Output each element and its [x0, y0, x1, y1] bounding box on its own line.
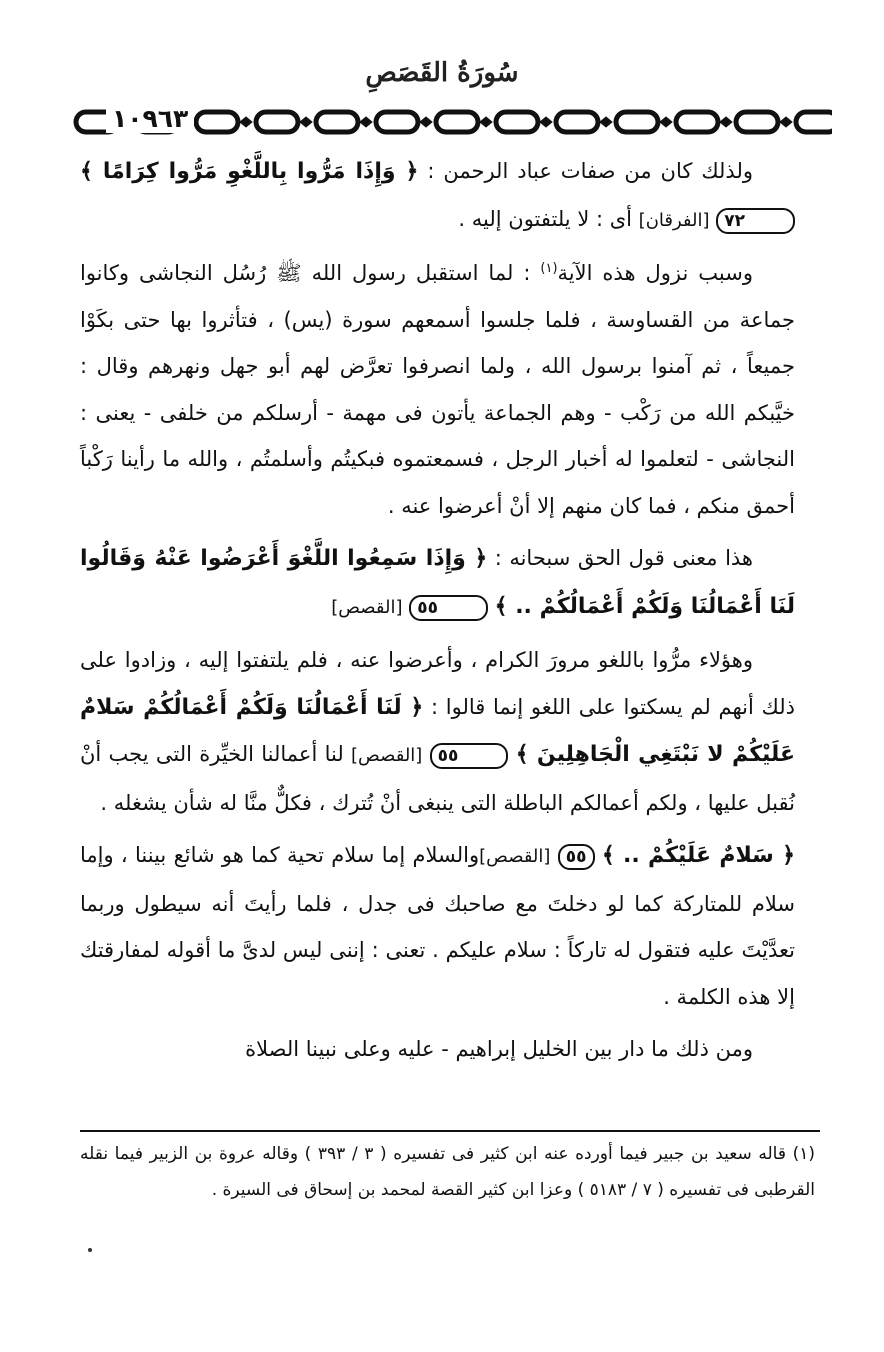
p2-start: وسبب نزول هذه الآية — [557, 261, 753, 285]
speck — [88, 1248, 92, 1252]
chain-diamond — [480, 117, 492, 127]
paragraph-4 — [80, 637, 795, 826]
chain-link — [676, 112, 718, 132]
footnote: (١) قاله سعيد بن جبير فيما أورده عنه ابن كثير فى تفسيره ( ٣ / ٣٩٣ ) وقاله عروة بن الزبير فيما نقله القرطبى فى تفسيره ( ٧ / ٥١٨٣ ) وعزا ابن كثير القصة لمحمد بن إسحاق فى السيرة . — [80, 1144, 815, 1200]
p5-body: والسلام إما سلام تحية كما هو شائع بيننا ، وإما سلام للمتاركة كما لو دخلتَ مع صاحبك فى جدل ، فلما رأيتَ أنه سيطول وربما تعدَّيْتَ عليه فتقول له تاركاً : سلام عليكم . تعنى : إننى ليس لدىَّ ما أقوله لمفارقتك إلا هذه الكلمة . — [80, 843, 795, 1009]
footnote-separator — [80, 1130, 820, 1132]
chain-diamond — [360, 117, 372, 127]
paragraph-6 — [80, 1026, 795, 1073]
p4-start: وهؤلاء مرُّوا باللغو مرورَ الكرام ، وأعرضوا عنه ، فلم يلتفتوا إليه ، وزادوا على ذلك أنهم لم يسكتوا على اللغو إنما قالوا : — [80, 648, 795, 719]
chain-diamond — [540, 117, 552, 127]
verse-reference: [القصص] — [331, 596, 403, 618]
main-text — [80, 148, 795, 1079]
chain-link — [556, 112, 598, 132]
chain-diamond — [720, 117, 732, 127]
p1-intro: ولذلك كان من صفات عباد الرحمن : — [418, 159, 753, 183]
p3-intro: هذا معنى قول الحق سبحانه : — [487, 546, 753, 570]
chain-link — [796, 112, 832, 132]
p6-text: ومن ذلك ما دار بين الخليل إبراهيم - عليه وعلى نبينا الصلاة — [245, 1037, 753, 1061]
chain-link — [436, 112, 478, 132]
chain-link — [736, 112, 778, 132]
chain-diamond — [780, 117, 792, 127]
verse-number: ٥٥ — [430, 743, 509, 769]
paragraph-3 — [80, 535, 795, 631]
p4-verse: ﴿ لَنَا أَعْمَالُنَا وَلَكُمْ أَعْمَالُكُمْ سَلامٌ عَلَيْكُمْ لا نَبْتَغِي الْجَاهِلِينَ ﴾ — [80, 694, 795, 767]
surah-title: سُورَةُ القَصَصِ — [365, 58, 519, 88]
verse-number: ٥٥ — [558, 844, 595, 870]
chain-diamond — [660, 117, 672, 127]
paragraph-5 — [80, 832, 795, 1020]
chain-diamond — [300, 117, 312, 127]
paragraph-2 — [80, 250, 795, 529]
chain-link — [196, 112, 238, 132]
paragraph-1 — [80, 148, 795, 244]
p1-tail: أى : لا يلتفتون إليه . — [458, 206, 639, 231]
chain-diamond — [240, 117, 252, 127]
verse-number: ٧٢ — [716, 208, 795, 234]
chain-link — [316, 112, 358, 132]
chain-link — [616, 112, 658, 132]
page-number: ١٠٩٦٣ — [106, 104, 194, 133]
p3-verse: ﴿ وَإِذَا سَمِعُوا اللَّغْوَ أَعْرَضُوا عَنْهُ وَقَالُوا لَنَا أَعْمَالُنَا وَلَكُمْ أَعْمَالُكُمْ .. ﴾ — [80, 546, 795, 619]
p1-verse: ﴿ وَإِذَا مَرُّوا بِاللَّغْوِ مَرُّوا كِرَامًا ﴾ — [80, 159, 419, 184]
p2-body: : لما استقبل رسول الله ﷺ رُسُل النجاشى وكانوا جماعة من القساوسة ، فلما جلسوا أسمعهم سورة (يس) ، فتأثروا بها حتى بكَوْا جميعاً ، ثم آمنوا برسول الله ، ولما انصرفوا تعرَّض لهم أبو جهل ونهرهم وقال : خيَّبكم الله من رَكْب - وهم الجماعة يأتون فى مهمة - أرسلكم من خلفى - يعنى : النجاشى - لتعلموا له أخبار الرجل ، فسمعتموه فبكيتُم وأسلمتُم ، والله ما رأينا رَكْباً أحمق منكم ، فما كان منهم إلا أنْ أعرضوا عنه . — [80, 261, 795, 518]
chain-diamond — [420, 117, 432, 127]
p4-body: لنا أعمالنا الخيِّرة التى يجب أنْ نُقبل عليها ، ولكم أعمالكم الباطلة التى ينبغى أنْ تُترك ، فكلٌّ منَّا له شأن يشغله . — [80, 742, 795, 815]
p5-verse: ﴿ سَلامٌ عَلَيْكُمْ .. ﴾ — [601, 843, 795, 868]
chain-link — [256, 112, 298, 132]
footnote-marker: (١) — [540, 261, 558, 276]
chain-link — [376, 112, 418, 132]
verse-reference: [القصص] — [479, 846, 551, 867]
chain-diamond — [600, 117, 612, 127]
verse-reference: [القصص] — [351, 745, 423, 766]
verse-number: ٥٥ — [409, 595, 488, 621]
chain-link — [496, 112, 538, 132]
verse-reference: [الفرقان] — [638, 209, 710, 231]
